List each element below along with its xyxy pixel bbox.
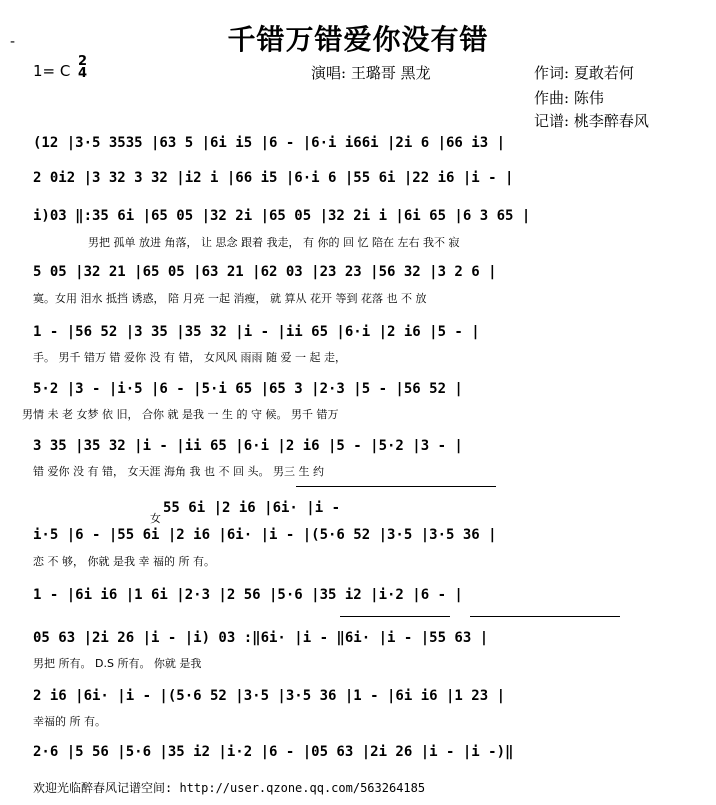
notation-line-1: (12 |3·5 3535 |63 5 |6i i5 |6 - |6·i i66i |2i 6 |66 i3 | bbox=[33, 135, 506, 151]
lyric-line-6: 男情 未 老 女梦 依 旧， 合你 就 是我 一 生 的 守 候。 男千 错万 bbox=[22, 408, 339, 421]
notation-line-8: i·5 |6 - |55 6i |2 i6 |6i· |i - |(5·6 52 |3·5 |3·5 36 | bbox=[33, 527, 497, 543]
footer-credit: 欢迎光临醉春风记谱空间: http://user.qzone.qq.com/563264185 bbox=[33, 781, 426, 795]
notation-line-11: 2 i6 |6i· |i - |(5·6 52 |3·5 |3·5 36 |1 - |6i i6 |1 23 | bbox=[33, 688, 506, 704]
notation-line-4: 5 05 |32 21 |65 05 |63 21 |62 03 |23 23 |56 32 |3 2 6 | bbox=[33, 264, 497, 280]
lyric-line-3: 男把 孤单 放进 角落， 让 思念 跟着 我走， 有 你的 回 忆 陪在 左右 我不 寂 bbox=[88, 236, 460, 249]
notation-alt-upper: 55 6i |2 i6 |6i· |i - bbox=[163, 500, 341, 516]
time-denominator: 4 bbox=[78, 66, 88, 81]
lyric-line-7: 错 爱你 没 有 错， 女天涯 海角 我 也 不 回 头。 男三 生 约 bbox=[33, 465, 324, 478]
notation-line-6: 5·2 |3 - |i·5 |6 - |5·i 65 |65 3 |2·3 |5 - |56 52 | bbox=[33, 381, 463, 397]
volta-bracket-1 bbox=[296, 486, 496, 487]
key-signature: 1= C bbox=[33, 62, 71, 80]
time-signature bbox=[78, 56, 87, 80]
lyric-line-11: 幸福的 所 有。 bbox=[33, 715, 106, 728]
notation-line-9: 1 - |6i i6 |1 6i |2·3 |2 56 |5·6 |35 i2 |i·2 |6 - | bbox=[33, 587, 463, 603]
notation-line-7: 3 35 |35 32 |i - |ii 65 |6·i |2 i6 |5 - |5·2 |3 - | bbox=[33, 438, 463, 454]
composer-credit: 作曲: 陈伟 bbox=[534, 89, 604, 107]
alt-voice-marker: 女 bbox=[150, 512, 161, 525]
lyric-line-5: 手。 男千 错万 错 爱你 没 有 错， 女风风 雨雨 随 爱 一 起 走， bbox=[33, 351, 346, 364]
singer-credit: 演唱: 王璐哥 黑龙 bbox=[311, 64, 431, 82]
lyric-line-4: 寞。女用 泪水 抵挡 诱惑， 陪 月亮 一起 消瘦， 就 算从 花开 等到 花落 也 不 放 bbox=[33, 292, 427, 305]
lyric-line-10: 男把 所有。 D.S 所有。 你就 是我 bbox=[33, 657, 202, 670]
time-numerator: 2 bbox=[78, 54, 88, 69]
lyric-line-8: 恋 不 够， 你就 是我 幸 福的 所 有。 bbox=[33, 555, 215, 568]
lyricist-credit: 作词: 夏敢若何 bbox=[534, 64, 634, 82]
margin-dash: - bbox=[10, 34, 16, 50]
notation-line-2: 2 0i2 |3 32 3 32 |i2 i |66 i5 |6·i 6 |55 6i |22 i6 |i - | bbox=[33, 170, 514, 186]
transcriber-credit: 记谱: 桃李醉春风 bbox=[534, 112, 649, 130]
song-title: 千错万错爱你没有错 bbox=[227, 23, 489, 56]
notation-line-5: 1 - |56 52 |3 35 |35 32 |i - |ii 65 |6·i |2 i6 |5 - | bbox=[33, 324, 480, 340]
notation-line-12: 2·6 |5 56 |5·6 |35 i2 |i·2 |6 - |05 63 |2i 26 |i - |i -)‖ bbox=[33, 744, 514, 760]
notation-line-10: 05 63 |2i 26 |i - |i) 03 :‖6i· |i - ‖6i· |i - |55 63 | bbox=[33, 630, 489, 646]
volta-bracket-3 bbox=[470, 616, 620, 617]
volta-bracket-2 bbox=[340, 616, 450, 617]
notation-line-3: i)03 ‖:35 6i |65 05 |32 2i |65 05 |32 2i i |6i 65 |6 3 65 | bbox=[33, 208, 531, 224]
